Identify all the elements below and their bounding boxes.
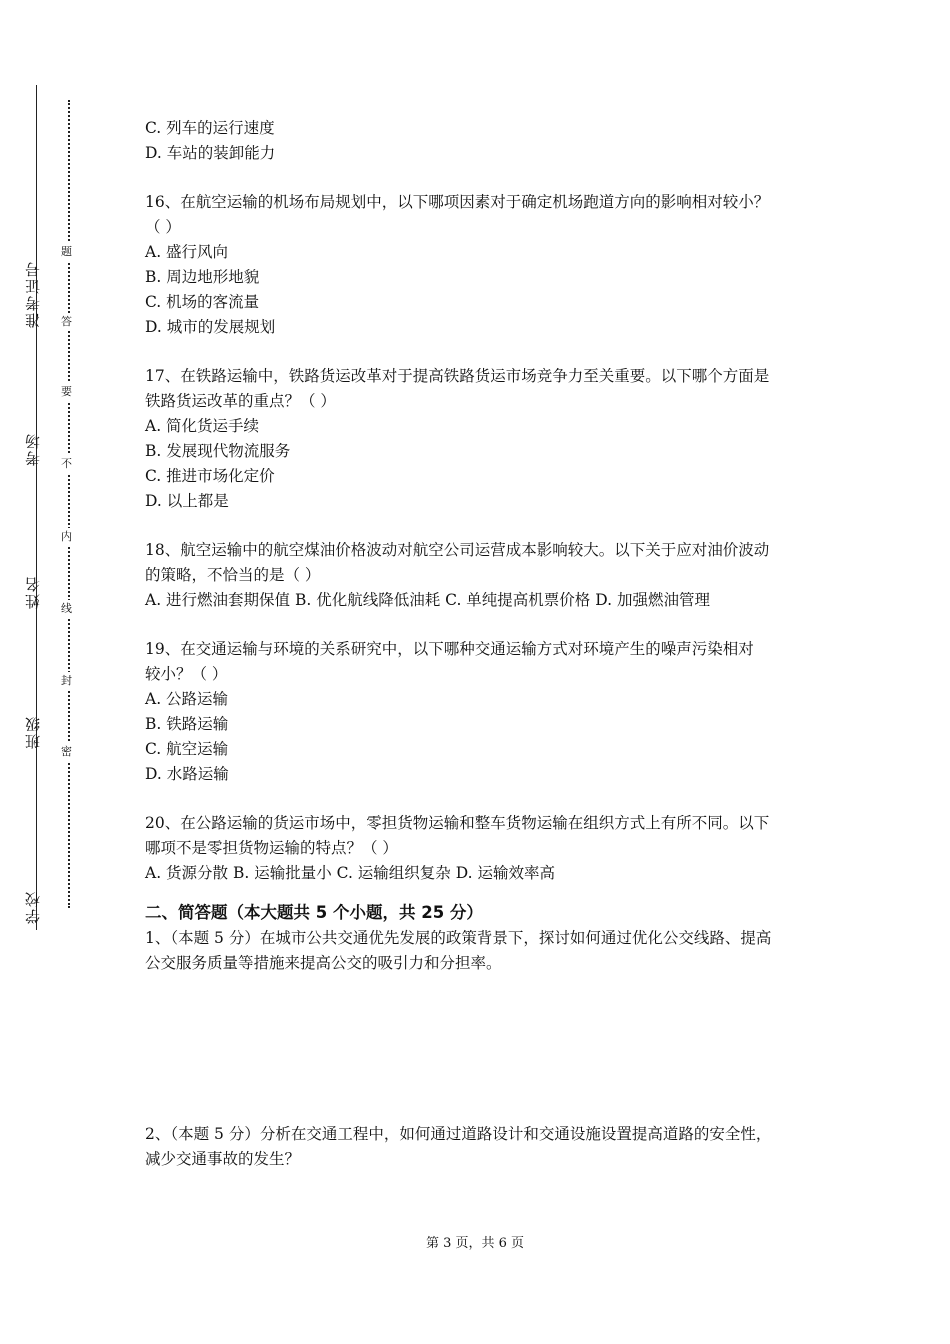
option: C. 推进市场化定价 (145, 467, 275, 485)
option: D. 以上都是 (145, 492, 229, 510)
seal-char: 要 (61, 383, 72, 401)
short-answer-text: 公交服务质量等措施来提高公交的吸引力和分担率。 (145, 954, 502, 972)
question-stem: 18、航空运输中的航空煤油价格波动对航空公司运营成本影响较大。以下关于应对油价波动 (145, 541, 770, 559)
seal-char: 线 (61, 600, 72, 618)
option: A. 公路运输 (145, 690, 229, 708)
question-stem: 较小？（ ） (145, 665, 228, 683)
exam-content (145, 116, 825, 1172)
option: A. 简化货运手续 (145, 417, 260, 435)
label-name: 姓名 (24, 575, 42, 609)
option: A. 进行燃油套期保值 B. 优化航线降低油耗 C. 单纯提高机票价格 D. 加强燃油管理 (145, 591, 710, 609)
question-stem: 16、在航空运输的机场布局规划中，以下哪项因素对于确定机场跑道方向的影响相对较小？ (145, 193, 770, 211)
short-answer-text: 1、（本题 5 分）在城市公共交通优先发展的政策背景下，探讨如何通过优化公交线路、提高 (145, 929, 772, 947)
short-answer-text: 2、（本题 5 分）分析在交通工程中，如何通过道路设计和交通设施设置提高道路的安全性， (145, 1125, 772, 1143)
question-stem: 的策略，不恰当的是（ ） (145, 566, 321, 584)
label-school: 学校 (24, 890, 42, 924)
question-16 (145, 190, 825, 340)
section-title: 二、简答题（本大题共 5 个小题，共 25 分） (145, 903, 483, 922)
label-exam-number: 准考证号 (24, 260, 42, 328)
question-stem: 19、在交通运输与环境的关系研究中，以下哪种交通运输方式对环境产生的噪声污染相对 (145, 640, 754, 658)
seal-char: 内 (61, 528, 72, 546)
short-answer-1 (145, 926, 825, 976)
question-17 (145, 364, 825, 514)
option: B. 周边地形地貌 (145, 268, 260, 286)
label-class: 班级 (24, 715, 42, 749)
option: B. 发展现代物流服务 (145, 442, 291, 460)
page-footer: 第 3 页，共 6 页 (425, 1236, 525, 1251)
binding-margin (0, 0, 72, 1344)
answer-space (145, 976, 825, 1122)
option: C. 机场的客流量 (145, 293, 260, 311)
question-18 (145, 538, 825, 613)
option: A. 盛行风向 (145, 243, 229, 261)
option: A. 货源分散 B. 运输批量小 C. 运输组织复杂 D. 运输效率高 (145, 864, 555, 882)
option: D. 车站的装卸能力 (145, 144, 276, 162)
seal-dotted-line (68, 100, 70, 908)
short-answer-2 (145, 1122, 825, 1172)
question-20 (145, 811, 825, 886)
seal-char: 题 (61, 243, 72, 261)
seal-char: 封 (61, 672, 72, 690)
option: C. 列车的运行速度 (145, 119, 275, 137)
seal-char: 密 (61, 743, 72, 761)
label-exam-room: 考场 (24, 432, 42, 466)
previous-question-options (145, 116, 825, 166)
option: B. 铁路运输 (145, 715, 229, 733)
question-stem: 17、在铁路运输中，铁路货运改革对于提高铁路货运市场竞争力至关重要。以下哪个方面是 (145, 367, 770, 385)
short-answer-text: 减少交通事故的发生？ (145, 1150, 301, 1168)
question-stem: 铁路货运改革的重点？（ ） (145, 392, 336, 410)
question-stem: （ ） (145, 218, 181, 236)
option: D. 城市的发展规划 (145, 318, 276, 336)
seal-char: 不 (61, 455, 72, 473)
question-stem: 哪项不是零担货物运输的特点？（ ） (145, 839, 398, 857)
question-stem: 20、在公路运输的货运市场中，零担货物运输和整车货物运输在组织方式上有所不同。以下 (145, 814, 770, 832)
binding-solid-line (36, 85, 37, 930)
question-19 (145, 637, 825, 787)
option: C. 航空运输 (145, 740, 229, 758)
option: D. 水路运输 (145, 765, 229, 783)
seal-char: 答 (61, 313, 72, 331)
